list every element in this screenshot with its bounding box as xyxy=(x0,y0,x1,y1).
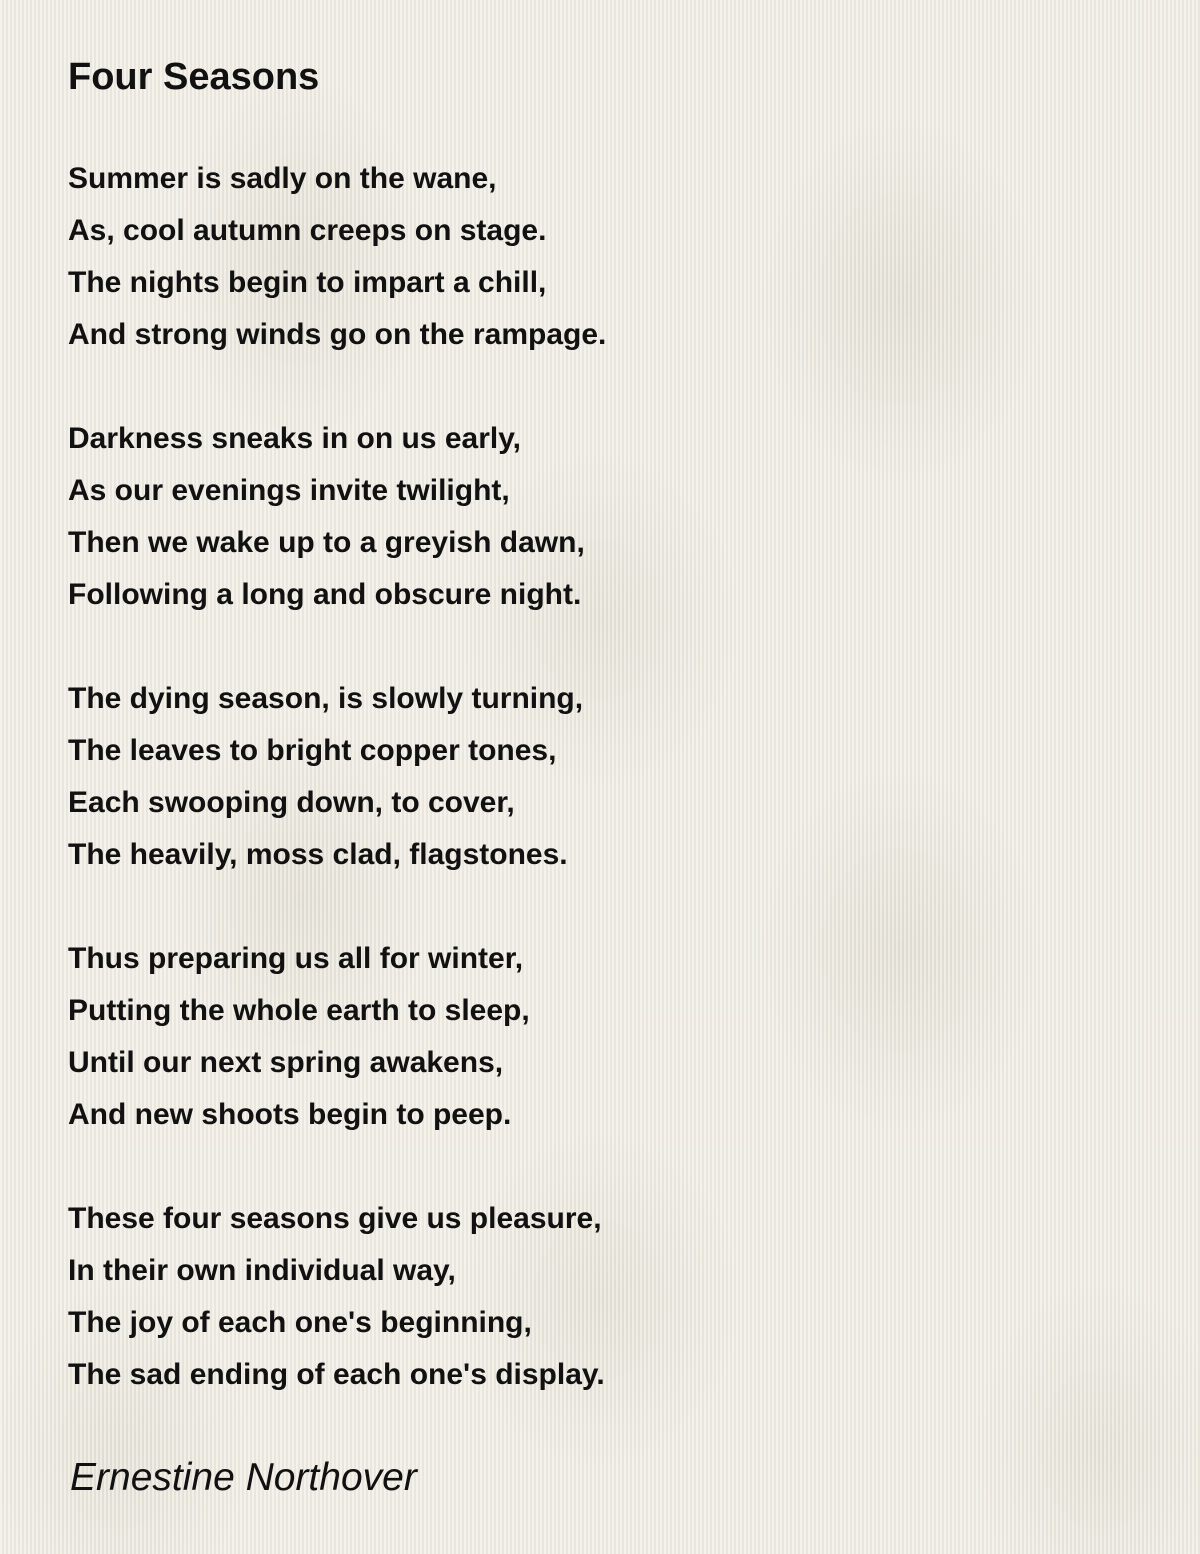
poem-line: As, cool autumn creeps on stage. xyxy=(68,214,547,247)
stanza-2 xyxy=(68,413,606,621)
poem-line: Following a long and obscure night. xyxy=(68,578,582,611)
poem-line: And new shoots begin to peep. xyxy=(68,1098,512,1131)
poem-line: Thus preparing us all for winter, xyxy=(68,942,524,975)
poem-line: The heavily, moss clad, flagstones. xyxy=(68,838,568,871)
poem-line: And strong winds go on the rampage. xyxy=(68,318,607,351)
poem-body xyxy=(68,153,606,1453)
poem-line: The sad ending of each one's display. xyxy=(68,1358,605,1391)
poem-line: Until our next spring awakens, xyxy=(68,1046,504,1079)
poem-line: The nights begin to impart a chill, xyxy=(68,266,547,299)
poem-title: Four Seasons xyxy=(68,56,320,98)
poem-line: Darkness sneaks in on us early, xyxy=(68,422,522,455)
poem-line: These four seasons give us pleasure, xyxy=(68,1202,602,1235)
poem-line: In their own individual way, xyxy=(68,1254,456,1287)
poem-line: Then we wake up to a greyish dawn, xyxy=(68,526,585,559)
poem-line: Summer is sadly on the wane, xyxy=(68,162,497,195)
poem-line: The joy of each one's beginning, xyxy=(68,1306,532,1339)
poem-line: Putting the whole earth to sleep, xyxy=(68,994,530,1027)
stanza-1 xyxy=(68,153,606,361)
poem-line: The leaves to bright copper tones, xyxy=(68,734,557,767)
poem-line: As our evenings invite twilight, xyxy=(68,474,510,507)
stanza-3 xyxy=(68,673,606,881)
poem-line: Each swooping down, to cover, xyxy=(68,786,515,819)
poem-line: The dying season, is slowly turning, xyxy=(68,682,584,715)
stanza-4 xyxy=(68,933,606,1141)
poem-author: Ernestine Northover xyxy=(70,1456,417,1499)
stanza-5 xyxy=(68,1193,606,1401)
